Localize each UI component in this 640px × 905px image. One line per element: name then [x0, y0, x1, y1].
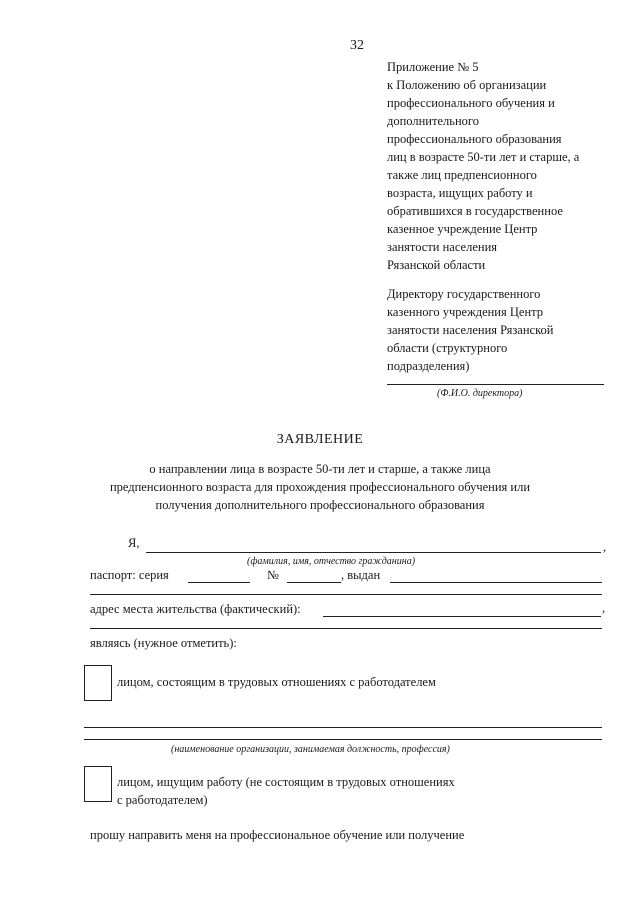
- subtitle-line: предпенсионного возраста для прохождения профессионального обучения или: [109, 480, 531, 494]
- organization-caption: (наименование организации, занимаемая должность, профессия): [171, 744, 450, 755]
- addressee-line: казенного учреждения Центр: [387, 305, 543, 319]
- addressee-line: области (структурного: [387, 341, 508, 355]
- passport-series-field[interactable]: [188, 582, 250, 583]
- i-end-comma: ,: [603, 540, 607, 554]
- fio-caption: (фамилия, имя, отчество гражданина): [247, 556, 416, 567]
- address-end-comma: ,: [602, 601, 606, 615]
- document-subtitle: [90, 460, 550, 514]
- option-employed-label: лицом, состоящим в трудовых отношениях с работодателем: [117, 675, 436, 689]
- passport-issued-field[interactable]: [390, 582, 602, 583]
- organization-field-continuation[interactable]: [84, 739, 602, 740]
- passport-issued-label: , выдан: [341, 568, 381, 582]
- address-label: адрес места жительства (фактический):: [90, 602, 301, 616]
- subtitle-line: получения дополнительного профессионального образования: [155, 498, 485, 512]
- appendix-line: занятости населения: [387, 240, 498, 254]
- subtitle-line: о направлении лица в возрасте 50-ти лет и старше, а также лица: [149, 462, 491, 476]
- appendix-line: Приложение № 5: [387, 60, 479, 74]
- appendix-line: профессионального образования: [387, 132, 562, 146]
- appendix-line: к Положению об организации: [387, 78, 547, 92]
- director-name-line[interactable]: [387, 384, 604, 385]
- addressee-line: занятости населения Рязанской: [387, 323, 554, 337]
- appendix-header: [387, 58, 632, 274]
- passport-number-field[interactable]: [287, 582, 341, 583]
- appendix-line: также лиц предпенсионного: [387, 168, 537, 182]
- appendix-line: Рязанской области: [387, 258, 486, 272]
- passport-issued-continuation[interactable]: [90, 594, 602, 595]
- addressee-line: Директору государственного: [387, 287, 541, 301]
- appendix-line: дополнительного: [387, 114, 479, 128]
- i-label: Я,: [128, 536, 140, 550]
- address-field[interactable]: [323, 616, 601, 617]
- addressee-line: подразделения): [387, 359, 470, 373]
- appendix-line: профессионального обучения и: [387, 96, 555, 110]
- request-text: прошу направить меня на профессиональное обучение или получение: [90, 828, 465, 842]
- being-label: являясь (нужное отметить):: [90, 636, 237, 650]
- option-seeking-line1: лицом, ищущим работу (не состоящим в трудовых отношениях: [117, 775, 455, 789]
- addressee-block: [387, 285, 632, 375]
- appendix-line: обратившихся в государственное: [387, 204, 563, 218]
- appendix-line: казенное учреждение Центр: [387, 222, 538, 236]
- passport-number-label: №: [267, 568, 279, 582]
- appendix-line: возраста, ищущих работу и: [387, 186, 533, 200]
- document-title: ЗАЯВЛЕНИЕ: [276, 432, 364, 447]
- director-caption: (Ф.И.О. директора): [437, 388, 523, 399]
- employed-checkbox[interactable]: [84, 665, 112, 701]
- page-number: 32: [350, 38, 364, 53]
- organization-field[interactable]: [84, 727, 602, 728]
- address-continuation[interactable]: [90, 628, 602, 629]
- appendix-line: лиц в возрасте 50-ти лет и старше, а: [387, 150, 580, 164]
- option-seeking-line2: с работодателем): [117, 793, 208, 807]
- passport-series-label: паспорт: серия: [90, 568, 169, 582]
- fio-field[interactable]: [146, 552, 601, 553]
- seeking-work-checkbox[interactable]: [84, 766, 112, 802]
